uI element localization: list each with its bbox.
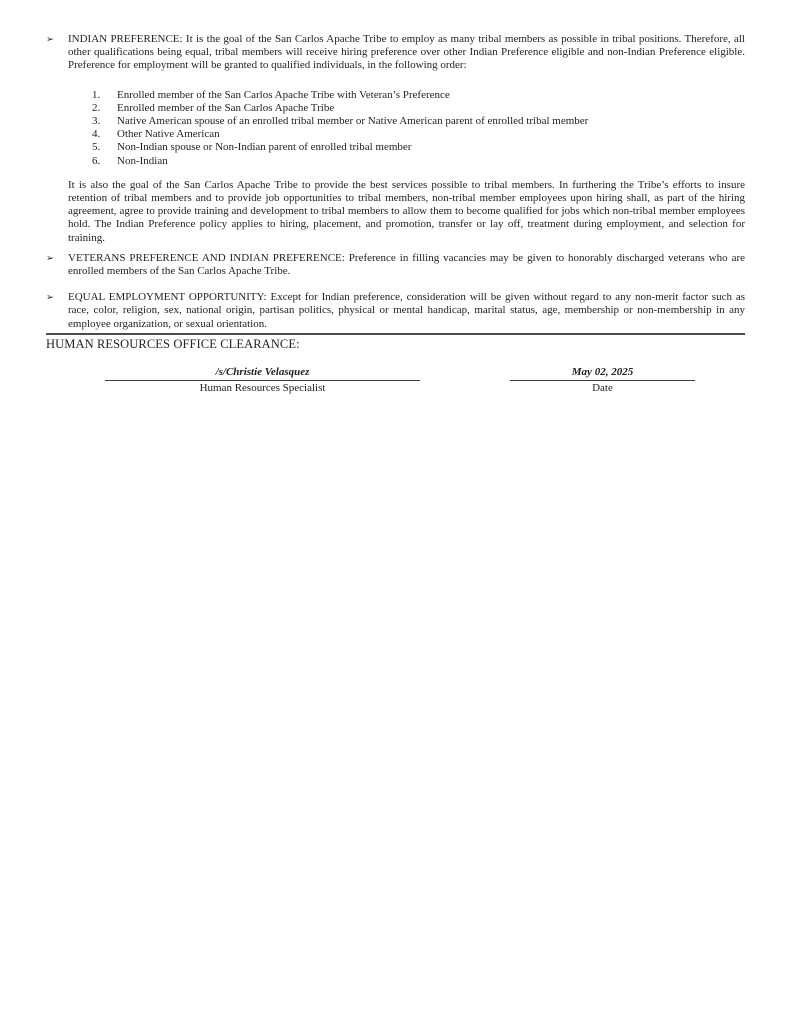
signature-title-label: Human Resources Specialist bbox=[199, 381, 326, 394]
list-item-number: 4. bbox=[92, 128, 101, 141]
indian-preference-section bbox=[46, 33, 745, 73]
arrow-bullet-icon: ➢ bbox=[46, 252, 54, 264]
list-item bbox=[46, 128, 745, 141]
equal-employment-section bbox=[46, 291, 745, 331]
veterans-preference-text: VETERANS PREFERENCE AND INDIAN PREFERENCE: Preference in filling vacancies may be given to honorably discharged veterans who are enrolled members of the San Carlos Apache Tribe. bbox=[68, 251, 745, 278]
list-item-number: 2. bbox=[92, 101, 101, 114]
clearance-heading: HUMAN RESOURCES OFFICE CLEARANCE: bbox=[46, 336, 300, 351]
list-item-text: Native American spouse of an enrolled tribal member or Native American parent of enrolled tribal member bbox=[117, 115, 589, 128]
signature-value: /s/Christie Velasquez bbox=[105, 366, 420, 381]
signature-column bbox=[105, 366, 420, 395]
signature-block bbox=[46, 366, 745, 395]
date-column bbox=[510, 366, 695, 395]
date-label: Date bbox=[592, 381, 613, 394]
list-item-number: 5. bbox=[92, 141, 101, 154]
list-item bbox=[46, 89, 745, 102]
list-item-text: Non-Indian spouse or Non-Indian parent of enrolled tribal member bbox=[117, 141, 412, 154]
list-item-text: Other Native American bbox=[117, 128, 220, 141]
preference-order-list bbox=[46, 89, 745, 168]
arrow-bullet-icon: ➢ bbox=[46, 292, 54, 304]
list-item-text: Enrolled member of the San Carlos Apache Tribe with Veteran’s Preference bbox=[117, 88, 450, 101]
arrow-bullet-icon: ➢ bbox=[46, 34, 54, 45]
list-item-text: Non-Indian bbox=[117, 154, 168, 167]
list-item bbox=[46, 102, 745, 115]
list-item bbox=[46, 141, 745, 154]
indian-preference-text: INDIAN PREFERENCE: It is the goal of the San Carlos Apache Tribe to employ as many tribal members as possible in tribal positions. Therefore, all other qualifications being equal, tribal members will receive hiring preference over other Indian Preference eligible and non-Indian Preference eligible. Preference for employment will be granted to qualified individuals, in the following order: bbox=[68, 33, 745, 72]
list-item-text: Enrolled member of the San Carlos Apache Tribe bbox=[117, 101, 335, 114]
veterans-preference-section bbox=[46, 252, 745, 278]
section-divider bbox=[46, 333, 745, 335]
list-item-number: 6. bbox=[92, 154, 101, 167]
list-item bbox=[46, 155, 745, 168]
list-item-number: 1. bbox=[92, 88, 101, 101]
list-item bbox=[46, 115, 745, 128]
services-paragraph: It is also the goal of the San Carlos Apache Tribe to provide the best services possible to tribal members. In furthering the Tribe’s efforts to insure retention of tribal members and to provide job opportunities to tribal members, non-tribal member employees upon hiring shall, as part of the hiring agreement, agree to provide training and development to tribal members to allow them to become qualified for jobs which non-tribal member employees hold. The Indian Preference policy applies to hiring, placement, and promotion, transfer or lay off, treatment during employment, and selection for training. bbox=[68, 178, 745, 244]
list-item-number: 3. bbox=[92, 115, 101, 128]
date-value: May 02, 2025 bbox=[510, 366, 695, 381]
equal-employment-text: EQUAL EMPLOYMENT OPPORTUNITY: Except for Indian preference, consideration will be given without regard to any non-merit factor such as race, color, religion, sex, national origin, partisan politics, physical or mental handicap, marital status, age, membership or non-membership in any employee organization, or sexual orientation. bbox=[68, 291, 745, 330]
